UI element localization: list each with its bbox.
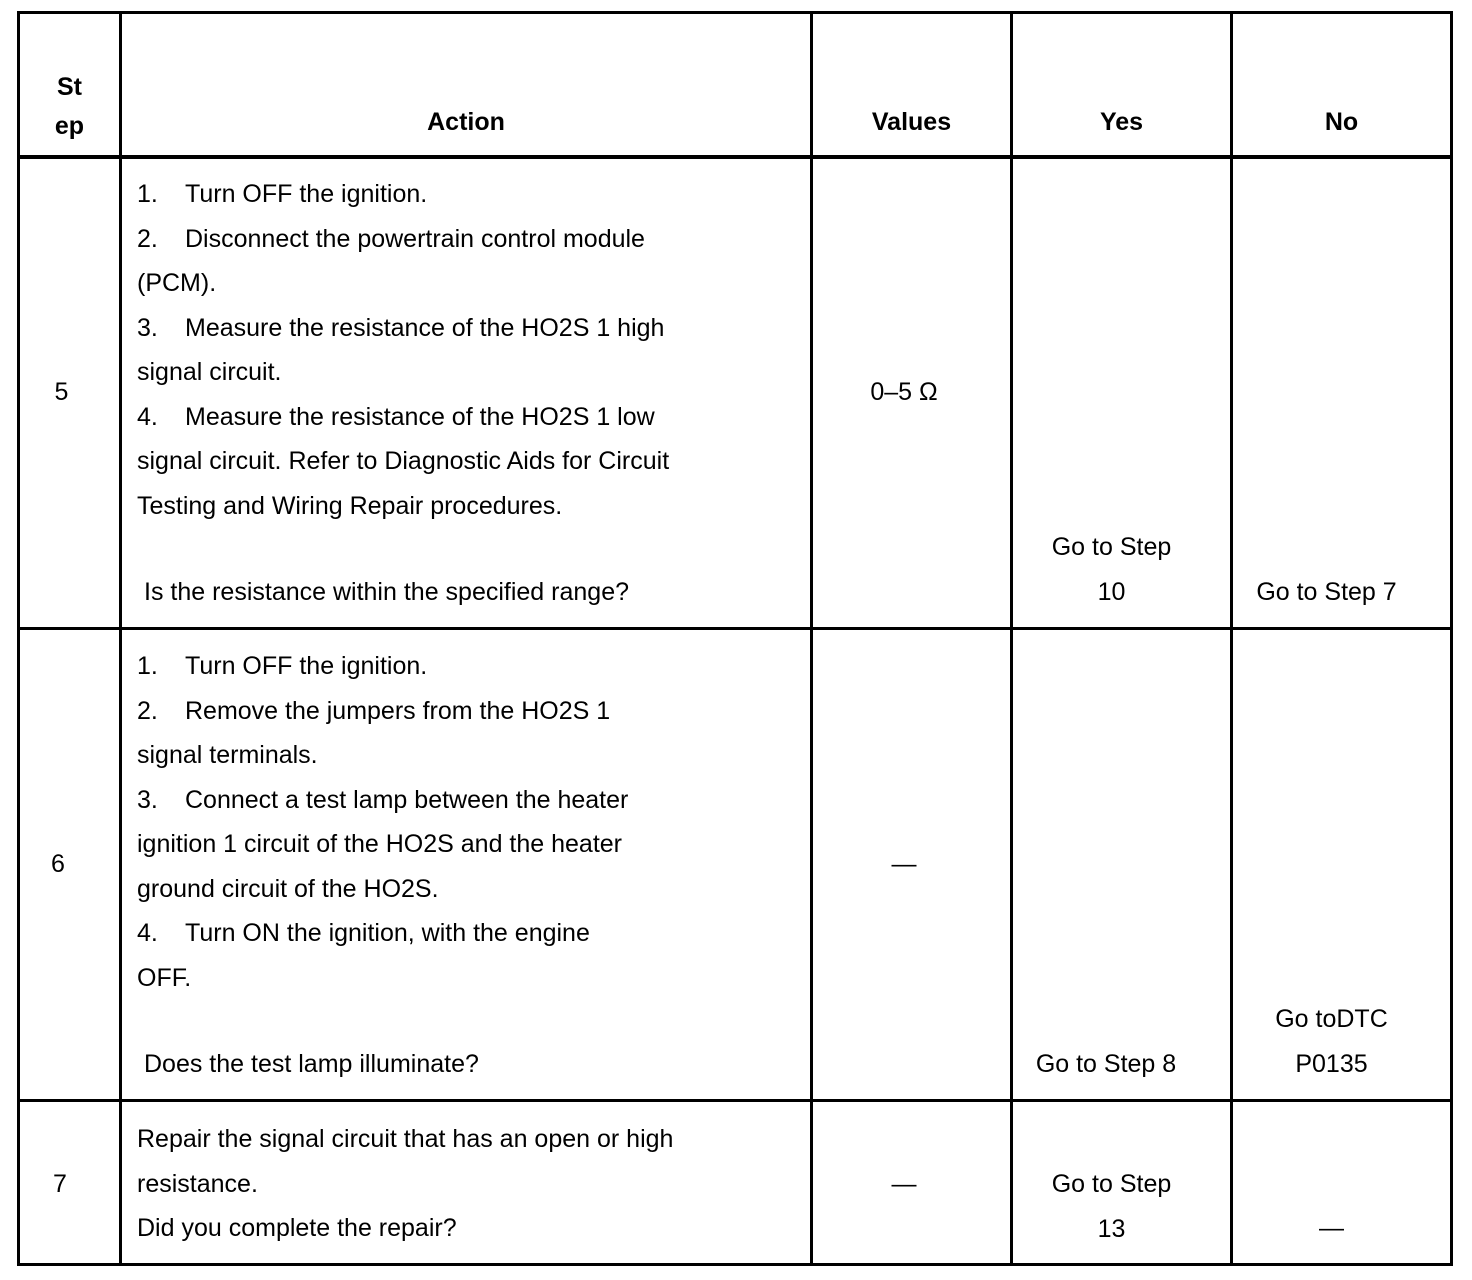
header-no: No <box>1324 108 1359 136</box>
action-line: ignition 1 circuit of the HO2S and the heater <box>137 830 623 858</box>
yes-line: Go to Step <box>1051 533 1172 561</box>
header-yes: Yes <box>1099 108 1144 136</box>
action-line: Repair the signal circuit that has an open or high <box>137 1125 674 1153</box>
yes-line: 10 <box>1097 577 1126 606</box>
action-line: signal terminals. <box>137 741 318 769</box>
header-values: Values <box>871 108 952 136</box>
yes-cell <box>1013 1162 1210 1251</box>
yes-cell <box>1013 525 1210 614</box>
action-steps <box>137 172 669 528</box>
action-line: 2. Remove the jumpers from the HO2S 1 <box>137 696 611 725</box>
table-border-top <box>17 11 1453 14</box>
action-line: 2. Disconnect the powertrain control module <box>137 224 645 253</box>
column-divider <box>17 11 20 1266</box>
action-line: 4. Measure the resistance of the HO2S 1 low <box>137 402 655 431</box>
yes-line: 13 <box>1097 1214 1126 1243</box>
action-line: (PCM). <box>137 269 217 297</box>
action-line: signal circuit. Refer to Diagnostic Aids for Circuit <box>137 447 670 475</box>
header-step-line: St <box>57 73 82 101</box>
action-line: Testing and Wiring Repair procedures. <box>137 491 563 520</box>
action-line: 4. Turn ON the ignition, with the engine <box>137 919 590 947</box>
value-cell: — <box>891 1170 917 1198</box>
header-divider <box>17 155 1453 159</box>
yes-line: Go to Step <box>1051 1170 1172 1198</box>
yes-line: Go to Step 8 <box>1035 1050 1177 1078</box>
column-divider <box>119 11 122 1266</box>
table-row-step: 7 <box>53 1170 67 1198</box>
header-step <box>20 68 119 146</box>
action-line: OFF. <box>137 963 192 992</box>
header-action: Action <box>427 108 505 136</box>
action-line: 1. Turn OFF the ignition. <box>137 180 428 208</box>
action-line: Did you complete the repair? <box>137 1214 457 1242</box>
column-divider <box>1450 11 1453 1266</box>
yes-cell <box>1013 1042 1199 1087</box>
column-divider <box>810 11 813 1266</box>
table-row-step: 6 <box>51 850 65 878</box>
table-border-bottom <box>17 1263 1453 1266</box>
no-cell <box>1233 997 1430 1086</box>
no-line: Go toDTC <box>1275 1005 1388 1033</box>
action-steps <box>137 644 628 1000</box>
action-line: 3. Measure the resistance of the HO2S 1 high <box>137 313 665 342</box>
action-question: Is the resistance within the specified range? <box>144 578 629 606</box>
no-line: Go to Step 7 <box>1256 578 1397 606</box>
action-line: resistance. <box>137 1169 258 1198</box>
header-step-line: ep <box>54 112 85 140</box>
action-line: 3. Connect a test lamp between the heater <box>137 785 629 814</box>
row-divider <box>17 1099 1453 1102</box>
no-line: — <box>1319 1214 1344 1242</box>
no-line: P0135 <box>1295 1049 1368 1078</box>
value-cell: — <box>891 850 917 878</box>
value-cell: 0–5 Ω <box>870 378 938 406</box>
row-divider <box>17 627 1453 630</box>
action-question: Does the test lamp illuminate? <box>144 1050 479 1078</box>
no-cell <box>1233 570 1420 615</box>
action-line: 1. Turn OFF the ignition. <box>137 652 428 680</box>
action-line: ground circuit of the HO2S. <box>137 874 439 903</box>
no-cell <box>1233 1206 1430 1251</box>
table-row-step: 5 <box>54 378 69 406</box>
action-steps <box>137 1117 673 1251</box>
action-line: signal circuit. <box>137 358 282 386</box>
